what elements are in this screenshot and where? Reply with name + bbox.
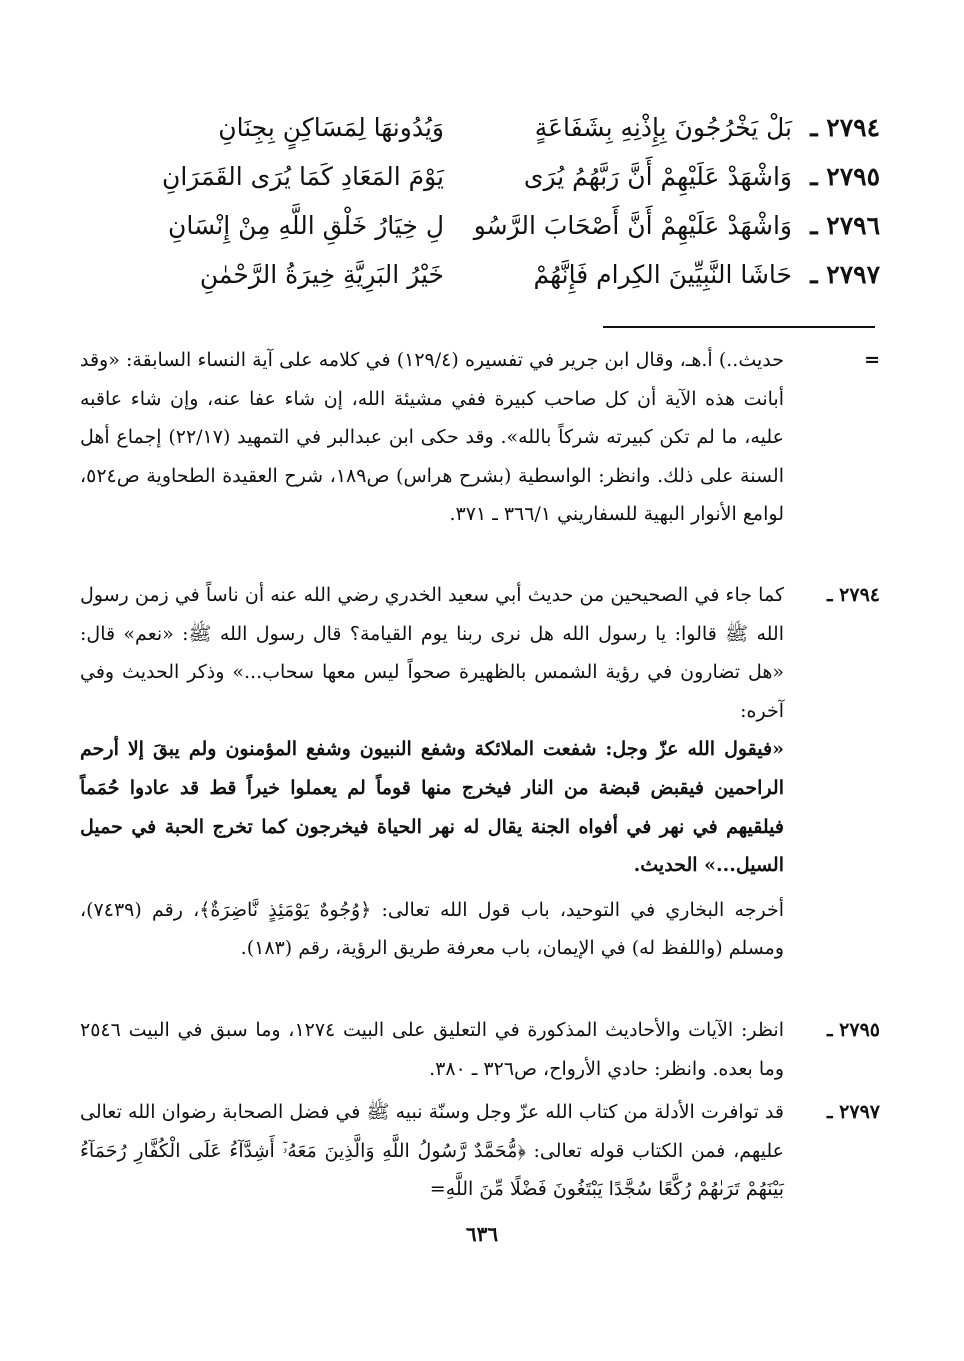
footnote-2795	[80, 1011, 880, 1088]
footnote-divider	[603, 326, 875, 328]
verse-first-hemistich: حَاشَا النَّبِيِّينَ الكِرام فَإِنَّهُمْ	[533, 260, 792, 289]
verse-second-hemistich: لِ خِيَارُ خَلْقِ اللَّهِ مِنْ إِنْسَانِ	[167, 211, 444, 240]
footnote-2794	[80, 576, 880, 968]
verse-second-hemistich: خَيْرُ البَرِيَّةِ خِيرَةُ الرَّحْمٰنِ	[199, 260, 444, 289]
verse-2795	[80, 153, 880, 201]
verse-second-hemistich: وَيُدُونهَا لِمَسَاكِنٍ بِجِنَانِ	[218, 113, 444, 142]
footnote-2797	[80, 1093, 880, 1209]
verse-number: ٢٧٩٧ ـ	[810, 260, 880, 289]
footnote-text: انظر: الآيات والأحاديث المذكورة في التعليق على البيت ١٢٧٤، وما سبق في البيت ٢٥٤٦ وما بعده. وانظر: حادي الأرواح، ص٣٢٦ ـ ٣٨٠.	[80, 1019, 784, 1080]
verse-first-hemistich: بَلْ يَخْرُجُونَ بِإِذْنِهِ بِشَفَاعَةٍ	[534, 113, 792, 142]
verse-2796	[80, 202, 880, 250]
footnote-continued	[80, 341, 880, 534]
verse-first-hemistich: وَاشْهَدْ عَلَيْهِمْ أَنَّ أَصْحَابَ الرَّسُو	[473, 211, 792, 240]
verse-2794	[80, 104, 880, 152]
footnote-marker: ٢٧٩٧ ـ	[826, 1101, 880, 1123]
hadith-quote: «فيقول الله عزّ وجل: شفعت الملائكة وشفع النبيون وشفع المؤمنون ولم يبقَ إلا أرحم الراحمين فيقبض قبضة من النار فيخرج منها قوماً لم يعملوا خيراً قط قد عادوا حُمَماً فيلقيهم في نهر في أفواه الجنة يقال له نهر الحياة فيخرجون كما تخرج الحبة في حميل السيل...» الحديث.	[80, 738, 784, 877]
verse-second-hemistich: يَوْمَ المَعَادِ كَمَا يُرَى القَمَرَانِ	[161, 162, 444, 191]
verse-first-hemistich: وَاشْهَدْ عَلَيْهِمْ أَنَّ رَبَّهُمُ يُرَى	[523, 162, 792, 191]
footnote-marker: ٢٧٩٤ ـ	[826, 584, 880, 606]
verse-number: ٢٧٩٤ ـ	[810, 113, 880, 142]
verse-2797	[80, 251, 880, 299]
footnote-text: حديث..) أ.هـ، وقال ابن جرير في تفسيره (١٢٩/٤) في كلامه على آية النساء السابقة: «وقد أبانت هذه الآية أن كل صاحب كبيرة ففي مشيئة الله، إن شاء عفا عنه، وإن شاء عاقبه عليه، ما لم تكن كبيرته شركاً بالله». وقد حكى ابن عبدالبر في التمهيد (٢٢/١٧) إجماع أهل السنة على ذلك. وانظر: الواسطية (بشرح هراس) ص١٨٩، شرح العقيدة الطحاوية ص٥٢٤، لوامع الأنوار البهية للسفاريني ٣٦٦/١ ـ ٣٧١.	[80, 349, 784, 526]
footnote-marker: ٢٧٩٥ ـ	[826, 1019, 880, 1041]
verse-number: ٢٧٩٥ ـ	[810, 162, 880, 191]
verse-number: ٢٧٩٦ ـ	[810, 211, 880, 240]
footnote-marker: =	[864, 349, 880, 371]
footnote-text: كما جاء في الصحيحين من حديث أبي سعيد الخدري رضي الله عنه أن ناساً في زمن رسول الله ﷺ قالوا: يا رسول الله هل نرى ربنا يوم القيامة؟ قال رسول الله ﷺ: «نعم» قال: «هل تضارون في رؤية الشمس بالظهيرة صحواً ليس معها سحاب...» وذكر الحديث وفي آخره:	[80, 584, 784, 722]
page-number: ٦٣٦	[465, 1222, 499, 1246]
footnote-text: قد توافرت الأدلة من كتاب الله عزّ وجل وسنّة نبيه ﷺ في فضل الصحابة رضوان الله تعالى عليهم، فمن الكتاب قوله تعالى: ﴿مُّحَمَّدٌ رَّسُولُ اللَّهِ وَالَّذِينَ مَعَهُۥٓ أَشِدَّآءُ عَلَى الْكُفَّارِ رُحَمَآءُ بَيْنَهُمْ تَرَىٰهُمْ رُكَّعًا سُجَّدًا يَبْتَغُونَ فَضْلًا مِّنَ اللَّهِ=	[80, 1101, 784, 1201]
footnote-reference: أخرجه البخاري في التوحيد، باب قول الله تعالى: ﴿وُجُوهٌ يَوْمَئِذٍ نَّاضِرَةٌ﴾، رقم (٧٤٣٩)، ومسلم (واللفظ له) في الإيمان، باب معرفة طريق الرؤية، رقم (١٨٣).	[80, 898, 784, 960]
